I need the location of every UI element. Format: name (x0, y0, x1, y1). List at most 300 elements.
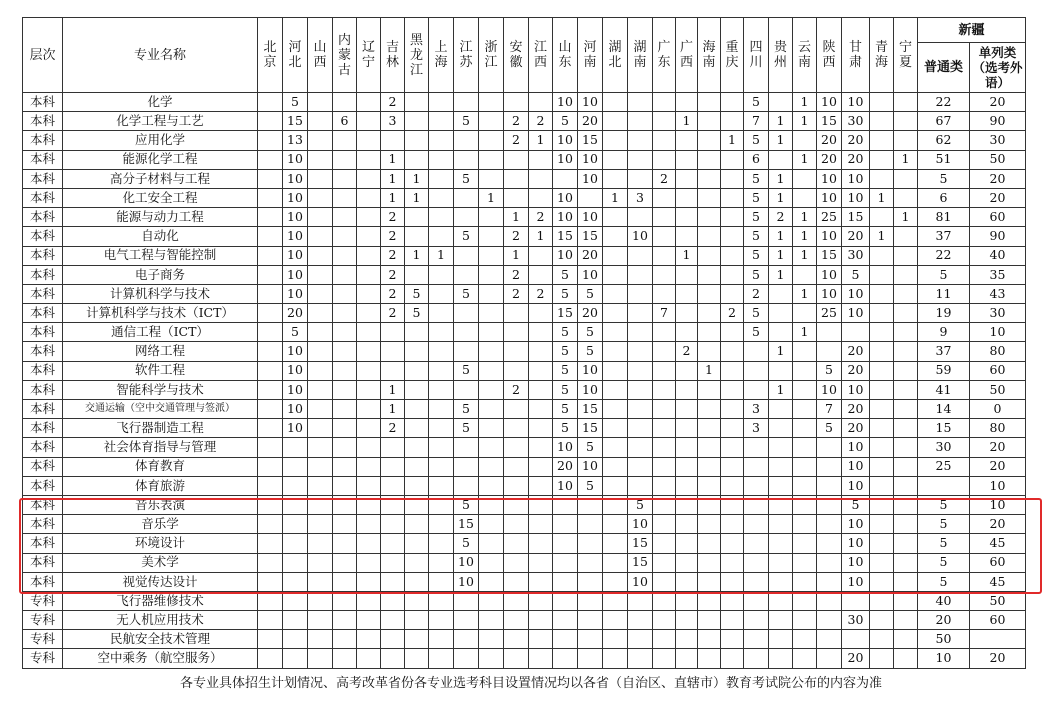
cell-quota (628, 457, 653, 476)
cell-quota: 81 (918, 208, 970, 227)
header-level: 层次 (23, 18, 63, 93)
cell-quota (769, 284, 793, 303)
cell-quota (308, 419, 333, 438)
cell-level: 本科 (23, 304, 63, 323)
cell-quota (698, 419, 721, 438)
cell-quota (357, 438, 381, 457)
cell-quota (357, 572, 381, 591)
cell-quota: 10 (553, 188, 578, 207)
cell-quota (603, 534, 628, 553)
cell-quota (603, 495, 628, 514)
table-row (23, 457, 1026, 476)
cell-quota (479, 380, 504, 399)
cell-quota: 60 (970, 361, 1026, 380)
cell-quota (676, 150, 698, 169)
cell-quota (698, 515, 721, 534)
cell-quota: 2 (504, 112, 529, 131)
cell-quota: 2 (504, 284, 529, 303)
cell-major: 化学 (63, 93, 258, 112)
cell-quota (894, 572, 918, 591)
cell-level: 本科 (23, 323, 63, 342)
cell-quota: 1 (603, 188, 628, 207)
cell-quota: 15 (283, 112, 308, 131)
cell-quota (870, 342, 894, 361)
cell-quota: 20 (578, 304, 603, 323)
cell-quota (721, 361, 744, 380)
cell-quota (603, 246, 628, 265)
cell-quota: 20 (283, 304, 308, 323)
cell-quota (894, 630, 918, 649)
cell-quota (894, 380, 918, 399)
cell-quota (870, 495, 894, 514)
cell-quota (628, 150, 653, 169)
cell-quota (405, 208, 429, 227)
cell-quota (504, 591, 529, 610)
cell-quota: 10 (283, 246, 308, 265)
cell-quota: 10 (842, 169, 870, 188)
cell-quota (676, 323, 698, 342)
cell-quota (429, 380, 454, 399)
cell-quota (653, 476, 676, 495)
cell-major: 计算机科学与技术（ICT） (63, 304, 258, 323)
cell-quota (721, 169, 744, 188)
cell-quota (258, 150, 283, 169)
cell-quota (405, 227, 429, 246)
cell-quota (333, 93, 357, 112)
cell-quota (628, 131, 653, 150)
cell-quota: 5 (553, 323, 578, 342)
cell-quota (894, 419, 918, 438)
cell-quota: 5 (744, 93, 769, 112)
cell-quota (870, 476, 894, 495)
cell-quota: 67 (918, 112, 970, 131)
cell-quota: 1 (793, 246, 817, 265)
cell-quota: 20 (578, 246, 603, 265)
cell-quota (504, 342, 529, 361)
cell-quota (817, 591, 842, 610)
cell-quota (769, 649, 793, 668)
table-row (23, 515, 1026, 534)
cell-quota: 20 (970, 649, 1026, 668)
cell-quota: 2 (381, 284, 405, 303)
cell-level: 本科 (23, 515, 63, 534)
cell-quota (870, 515, 894, 534)
cell-quota: 10 (553, 208, 578, 227)
cell-quota: 20 (970, 457, 1026, 476)
cell-quota: 45 (970, 534, 1026, 553)
cell-quota: 5 (454, 112, 479, 131)
cell-quota (744, 572, 769, 591)
cell-quota (817, 323, 842, 342)
cell-quota (698, 246, 721, 265)
cell-quota (603, 476, 628, 495)
cell-quota: 20 (817, 131, 842, 150)
cell-quota (529, 304, 553, 323)
cell-quota (721, 265, 744, 284)
cell-quota (308, 380, 333, 399)
cell-major: 社会体育指导与管理 (63, 438, 258, 457)
cell-quota (653, 342, 676, 361)
cell-quota (405, 611, 429, 630)
cell-quota: 60 (970, 553, 1026, 572)
cell-quota (258, 208, 283, 227)
cell-quota: 5 (744, 208, 769, 227)
cell-quota (744, 495, 769, 514)
cell-quota (479, 265, 504, 284)
cell-quota (381, 323, 405, 342)
cell-quota: 5 (628, 495, 653, 514)
cell-quota (381, 553, 405, 572)
cell-quota: 1 (793, 93, 817, 112)
cell-quota (676, 380, 698, 399)
cell-quota: 3 (381, 112, 405, 131)
cell-quota (653, 380, 676, 399)
cell-major: 计算机科学与技术 (63, 284, 258, 303)
header-province: 江西 (529, 18, 553, 93)
header-province: 四川 (744, 18, 769, 93)
cell-quota (653, 323, 676, 342)
cell-quota (769, 495, 793, 514)
cell-quota: 2 (744, 284, 769, 303)
cell-quota: 1 (769, 188, 793, 207)
cell-quota: 1 (405, 169, 429, 188)
cell-level: 本科 (23, 361, 63, 380)
cell-quota (479, 591, 504, 610)
cell-quota (918, 476, 970, 495)
cell-quota (479, 457, 504, 476)
cell-quota: 20 (970, 438, 1026, 457)
cell-level: 本科 (23, 112, 63, 131)
cell-quota (308, 649, 333, 668)
cell-quota (553, 649, 578, 668)
header-province: 宁夏 (894, 18, 918, 93)
cell-quota (603, 112, 628, 131)
cell-quota: 30 (970, 131, 1026, 150)
cell-major: 软件工程 (63, 361, 258, 380)
cell-quota: 1 (429, 246, 454, 265)
cell-quota (653, 112, 676, 131)
cell-quota: 15 (578, 419, 603, 438)
cell-quota: 10 (970, 323, 1026, 342)
cell-quota (333, 323, 357, 342)
cell-quota (628, 112, 653, 131)
cell-quota (308, 400, 333, 419)
cell-quota (258, 611, 283, 630)
cell-quota: 10 (628, 227, 653, 246)
cell-quota (283, 649, 308, 668)
cell-quota: 5 (454, 169, 479, 188)
cell-quota (504, 150, 529, 169)
table-row (23, 112, 1026, 131)
cell-quota: 10 (628, 515, 653, 534)
cell-quota (529, 419, 553, 438)
cell-quota: 5 (553, 284, 578, 303)
cell-quota: 20 (842, 419, 870, 438)
cell-quota (628, 630, 653, 649)
cell-quota (769, 323, 793, 342)
header-province: 广东 (653, 18, 676, 93)
cell-quota (357, 553, 381, 572)
cell-level: 本科 (23, 534, 63, 553)
cell-quota (529, 515, 553, 534)
cell-quota (894, 246, 918, 265)
cell-quota: 20 (842, 649, 870, 668)
cell-quota (308, 188, 333, 207)
cell-quota (698, 438, 721, 457)
cell-quota (504, 611, 529, 630)
cell-quota (894, 284, 918, 303)
cell-quota (676, 361, 698, 380)
cell-quota: 45 (970, 572, 1026, 591)
cell-quota: 80 (970, 419, 1026, 438)
cell-level: 本科 (23, 438, 63, 457)
cell-quota: 1 (870, 227, 894, 246)
cell-quota: 10 (553, 476, 578, 495)
cell-quota (357, 323, 381, 342)
cell-quota (653, 553, 676, 572)
cell-quota (894, 342, 918, 361)
cell-quota (529, 400, 553, 419)
cell-quota: 25 (817, 208, 842, 227)
cell-quota (308, 438, 333, 457)
cell-quota: 20 (970, 169, 1026, 188)
cell-quota (381, 591, 405, 610)
cell-quota (769, 515, 793, 534)
enrollment-plan-table (22, 17, 1026, 669)
cell-quota (676, 438, 698, 457)
cell-quota (894, 649, 918, 668)
cell-quota: 5 (842, 495, 870, 514)
table-row (23, 188, 1026, 207)
cell-quota (744, 342, 769, 361)
cell-quota (553, 169, 578, 188)
cell-quota (603, 515, 628, 534)
cell-quota (381, 611, 405, 630)
cell-quota (817, 342, 842, 361)
cell-quota (429, 611, 454, 630)
cell-quota (628, 438, 653, 457)
cell-quota: 15 (628, 534, 653, 553)
cell-quota (793, 265, 817, 284)
cell-major: 化学工程与工艺 (63, 112, 258, 131)
cell-quota: 1 (769, 169, 793, 188)
cell-quota (870, 284, 894, 303)
cell-quota (603, 400, 628, 419)
cell-quota (308, 534, 333, 553)
cell-quota (676, 476, 698, 495)
cell-quota (308, 572, 333, 591)
cell-quota (479, 495, 504, 514)
cell-quota (870, 611, 894, 630)
cell-quota: 5 (744, 188, 769, 207)
cell-quota: 1 (529, 131, 553, 150)
cell-quota: 5 (918, 534, 970, 553)
cell-quota (333, 630, 357, 649)
cell-quota (553, 553, 578, 572)
cell-quota (454, 342, 479, 361)
cell-quota: 50 (970, 380, 1026, 399)
cell-quota (676, 227, 698, 246)
cell-quota (333, 150, 357, 169)
cell-major: 体育教育 (63, 457, 258, 476)
cell-quota (676, 649, 698, 668)
table-row (23, 208, 1026, 227)
cell-quota (529, 630, 553, 649)
cell-quota (870, 591, 894, 610)
cell-level: 本科 (23, 188, 63, 207)
cell-quota (258, 649, 283, 668)
cell-quota: 10 (283, 361, 308, 380)
header-province: 湖南 (628, 18, 653, 93)
cell-quota (870, 649, 894, 668)
cell-quota (454, 611, 479, 630)
cell-quota (283, 611, 308, 630)
cell-quota (628, 265, 653, 284)
cell-quota (721, 457, 744, 476)
cell-quota: 15 (842, 208, 870, 227)
cell-quota (429, 112, 454, 131)
cell-quota (698, 131, 721, 150)
cell-quota: 20 (918, 611, 970, 630)
cell-quota (603, 208, 628, 227)
cell-quota (357, 342, 381, 361)
cell-quota (769, 572, 793, 591)
cell-quota: 15 (918, 419, 970, 438)
cell-quota (504, 438, 529, 457)
cell-quota (698, 227, 721, 246)
cell-quota (529, 649, 553, 668)
cell-quota: 0 (970, 400, 1026, 419)
cell-quota (721, 630, 744, 649)
cell-quota (504, 188, 529, 207)
cell-quota (333, 342, 357, 361)
cell-quota (698, 304, 721, 323)
cell-quota (429, 131, 454, 150)
cell-quota (676, 284, 698, 303)
cell-quota (628, 611, 653, 630)
cell-quota (283, 457, 308, 476)
table-row (23, 534, 1026, 553)
cell-quota (258, 284, 283, 303)
cell-quota (357, 649, 381, 668)
cell-major: 飞行器制造工程 (63, 419, 258, 438)
cell-quota (405, 150, 429, 169)
cell-quota (429, 400, 454, 419)
cell-quota (578, 188, 603, 207)
cell-quota (479, 438, 504, 457)
cell-quota (381, 476, 405, 495)
cell-quota (793, 495, 817, 514)
cell-quota (479, 553, 504, 572)
cell-quota: 1 (769, 131, 793, 150)
cell-quota (628, 400, 653, 419)
cell-quota (258, 572, 283, 591)
cell-quota: 1 (405, 188, 429, 207)
cell-quota (603, 169, 628, 188)
cell-quota (628, 476, 653, 495)
cell-quota (308, 246, 333, 265)
cell-quota: 10 (283, 284, 308, 303)
cell-quota (357, 150, 381, 169)
cell-quota (258, 630, 283, 649)
cell-quota (870, 112, 894, 131)
cell-quota (405, 553, 429, 572)
cell-quota (870, 265, 894, 284)
cell-quota (603, 419, 628, 438)
cell-quota: 2 (381, 93, 405, 112)
cell-quota (793, 476, 817, 495)
cell-quota: 10 (842, 438, 870, 457)
cell-quota (405, 476, 429, 495)
cell-quota: 5 (918, 495, 970, 514)
cell-quota: 1 (793, 150, 817, 169)
cell-quota: 2 (721, 304, 744, 323)
cell-quota (653, 188, 676, 207)
cell-quota (744, 515, 769, 534)
cell-quota (628, 361, 653, 380)
cell-quota: 15 (817, 246, 842, 265)
cell-major: 化工安全工程 (63, 188, 258, 207)
cell-quota (793, 419, 817, 438)
cell-quota (628, 591, 653, 610)
header-province: 海南 (698, 18, 721, 93)
cell-quota (381, 131, 405, 150)
cell-quota (504, 572, 529, 591)
cell-quota: 90 (970, 112, 1026, 131)
cell-quota (529, 534, 553, 553)
cell-quota (653, 534, 676, 553)
cell-quota (628, 304, 653, 323)
cell-quota: 2 (504, 227, 529, 246)
cell-quota: 15 (553, 227, 578, 246)
cell-quota: 10 (842, 534, 870, 553)
cell-quota (429, 304, 454, 323)
cell-quota (603, 553, 628, 572)
cell-quota (769, 361, 793, 380)
cell-quota (653, 208, 676, 227)
cell-quota (308, 342, 333, 361)
cell-quota: 25 (817, 304, 842, 323)
cell-quota: 5 (454, 534, 479, 553)
cell-quota (381, 438, 405, 457)
cell-quota (258, 361, 283, 380)
cell-quota (283, 476, 308, 495)
cell-quota: 10 (578, 380, 603, 399)
cell-quota: 10 (283, 169, 308, 188)
header-province: 广西 (676, 18, 698, 93)
cell-quota (769, 476, 793, 495)
cell-quota: 10 (283, 208, 308, 227)
cell-major: 自动化 (63, 227, 258, 246)
cell-quota (744, 476, 769, 495)
cell-quota (405, 380, 429, 399)
cell-quota (653, 591, 676, 610)
cell-quota: 10 (817, 169, 842, 188)
table-row (23, 169, 1026, 188)
cell-quota (454, 304, 479, 323)
cell-quota: 14 (918, 400, 970, 419)
cell-quota: 5 (553, 112, 578, 131)
cell-quota (357, 246, 381, 265)
cell-quota: 5 (578, 342, 603, 361)
header-province: 黑龙江 (405, 18, 429, 93)
cell-quota (258, 591, 283, 610)
cell-level: 本科 (23, 284, 63, 303)
cell-quota (333, 246, 357, 265)
cell-quota (653, 400, 676, 419)
cell-quota (283, 495, 308, 514)
cell-quota: 5 (553, 419, 578, 438)
